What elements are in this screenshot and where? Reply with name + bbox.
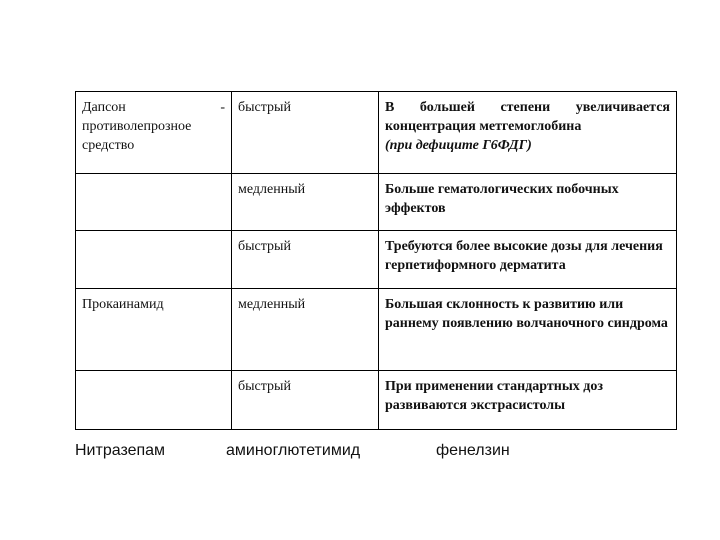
drug-cell <box>76 92 232 174</box>
effect-cell: Большая склонность к развитию или раннему появлению волчаночного синдрома <box>379 289 677 371</box>
table-row <box>76 92 677 174</box>
effect-cell: Больше гематологических побочных эффектов <box>379 173 677 230</box>
acetylator-speed-cell: быстрый <box>232 371 379 430</box>
drug-cell <box>76 371 232 430</box>
drug-cell <box>76 230 232 289</box>
table-row <box>76 289 677 371</box>
drug-description: противолепрозное <box>82 119 192 134</box>
acetylator-speed-cell: медленный <box>232 173 379 230</box>
table-row <box>76 173 677 230</box>
table-row <box>76 371 677 430</box>
acetylation-table <box>75 91 677 430</box>
drug-cell <box>76 173 232 230</box>
effect-cell <box>379 92 677 174</box>
drug-dash: - <box>220 100 225 115</box>
effect-text: В большей степени увеличивается концентрация метгемоглобина <box>385 100 670 134</box>
drug-description: средство <box>82 138 135 153</box>
table-row <box>76 230 677 289</box>
drug-name: Прокаинамид <box>82 297 164 313</box>
footer-drug-item: аминоглютетимид <box>226 442 361 459</box>
acetylator-speed-cell: медленный <box>232 289 379 371</box>
acetylator-speed-cell: быстрый <box>232 92 379 174</box>
footer-drug-item: Нитразепам <box>75 442 166 459</box>
effect-cell: Требуются более высокие дозы для лечения герпетиформного дерматита <box>379 230 677 289</box>
acetylator-speed-cell: быстрый <box>232 230 379 289</box>
drug-cell <box>76 289 232 371</box>
effect-cell: При применении стандартных доз развиваются экстрасистолы <box>379 371 677 430</box>
effect-note: (при дефиците Г6ФДГ) <box>385 138 532 153</box>
drug-name-line <box>82 98 225 117</box>
drug-name: Дапсон <box>82 100 126 115</box>
footer-drug-item: фенелзин <box>436 442 510 459</box>
